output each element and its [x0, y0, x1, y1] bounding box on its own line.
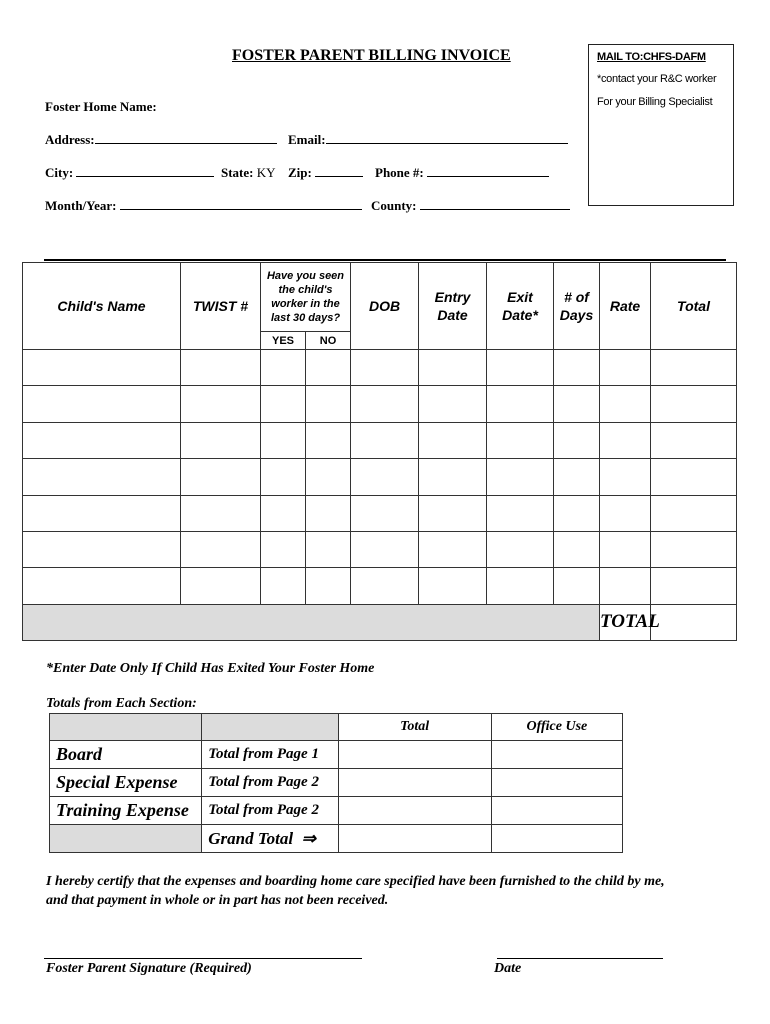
- summary-row-special-expense: [50, 769, 623, 797]
- summary-office-cell: [491, 769, 622, 797]
- summary-page: Total from Page 2: [202, 769, 338, 797]
- child-cell[interactable]: [306, 459, 351, 495]
- child-cell[interactable]: [306, 422, 351, 458]
- summary-label: Board: [50, 741, 202, 769]
- child-cell[interactable]: [261, 350, 306, 386]
- child-row: [23, 422, 737, 458]
- grand-total-cell[interactable]: [651, 604, 737, 640]
- child-cell[interactable]: [181, 422, 261, 458]
- child-cell[interactable]: [487, 422, 554, 458]
- email-field[interactable]: [288, 132, 568, 148]
- summary-label: Special Expense: [50, 769, 202, 797]
- child-cell[interactable]: [554, 350, 600, 386]
- month-year-field[interactable]: [45, 198, 362, 214]
- signature-label: Foster Parent Signature (Required): [46, 961, 252, 976]
- mail-to-line-1: *contact your R&C worker: [597, 73, 717, 85]
- child-cell[interactable]: [306, 386, 351, 422]
- form-title: FOSTER PARENT BILLING INVOICE: [232, 47, 511, 64]
- child-cell[interactable]: [651, 459, 737, 495]
- total-label: TOTAL: [600, 604, 651, 640]
- child-cell[interactable]: [306, 531, 351, 567]
- phone-line[interactable]: [427, 165, 549, 177]
- child-row: [23, 531, 737, 567]
- child-cell[interactable]: [651, 422, 737, 458]
- child-cell[interactable]: [419, 531, 487, 567]
- city-label: City:: [45, 165, 74, 180]
- child-cell[interactable]: [651, 386, 737, 422]
- child-cell[interactable]: [554, 495, 600, 531]
- child-cell[interactable]: [351, 350, 419, 386]
- summary-label: Training Expense: [50, 797, 202, 825]
- child-cell[interactable]: [419, 495, 487, 531]
- table-total-row: [23, 604, 737, 640]
- summary-total-cell[interactable]: [338, 769, 491, 797]
- child-cell[interactable]: [181, 568, 261, 604]
- col-total: Total: [651, 263, 737, 350]
- child-cell[interactable]: [600, 568, 651, 604]
- table-header-row: [23, 263, 737, 332]
- address-label: Address:: [45, 132, 95, 147]
- child-row: [23, 568, 737, 604]
- child-cell[interactable]: [23, 531, 181, 567]
- total-row-shade: [23, 604, 600, 640]
- child-cell[interactable]: [554, 422, 600, 458]
- phone-label: Phone #:: [375, 165, 424, 180]
- col-dob: DOB: [351, 263, 419, 350]
- child-cell[interactable]: [554, 386, 600, 422]
- child-cell[interactable]: [181, 495, 261, 531]
- summary-col-office: Office Use: [491, 714, 622, 741]
- child-cell[interactable]: [261, 495, 306, 531]
- summary-row-grand-total: [50, 825, 623, 853]
- child-cell[interactable]: [261, 459, 306, 495]
- child-cell[interactable]: [600, 350, 651, 386]
- summary-heading: Totals from Each Section:: [46, 696, 197, 711]
- child-billing-table: [22, 262, 737, 641]
- summary-office-cell: [491, 797, 622, 825]
- mail-to-heading: MAIL TO:CHFS-DAFM: [597, 51, 706, 63]
- child-row: [23, 495, 737, 531]
- child-cell[interactable]: [306, 495, 351, 531]
- child-cell[interactable]: [651, 531, 737, 567]
- arrow-right-icon: ⇒: [301, 828, 316, 848]
- child-cell[interactable]: [23, 459, 181, 495]
- child-cell[interactable]: [600, 495, 651, 531]
- child-cell[interactable]: [419, 568, 487, 604]
- child-cell[interactable]: [23, 422, 181, 458]
- child-cell[interactable]: [487, 531, 554, 567]
- child-cell[interactable]: [487, 350, 554, 386]
- mail-to-box: [588, 44, 734, 206]
- child-row: [23, 350, 737, 386]
- child-cell[interactable]: [419, 350, 487, 386]
- child-row: [23, 386, 737, 422]
- col-entry-date: Entry Date: [419, 263, 487, 350]
- child-cell[interactable]: [351, 459, 419, 495]
- county-line[interactable]: [420, 198, 570, 210]
- date-label: Date: [494, 961, 522, 976]
- child-cell[interactable]: [306, 350, 351, 386]
- state-field: [221, 165, 276, 181]
- child-cell[interactable]: [487, 495, 554, 531]
- foster-home-name-label: Foster Home Name:: [45, 99, 157, 114]
- summary-office-cell: [491, 741, 622, 769]
- child-cell[interactable]: [419, 386, 487, 422]
- exit-date-note: *Enter Date Only If Child Has Exited Your Foster Home: [46, 661, 375, 676]
- summary-table: [49, 713, 623, 853]
- phone-field[interactable]: [375, 165, 549, 181]
- summary-blank-3: [50, 825, 202, 853]
- col-child-name: Child's Name: [23, 263, 181, 350]
- child-cell[interactable]: [23, 350, 181, 386]
- summary-total-cell[interactable]: [338, 741, 491, 769]
- child-cell[interactable]: [261, 531, 306, 567]
- city-field[interactable]: [45, 165, 214, 181]
- child-row: [23, 459, 737, 495]
- child-cell[interactable]: [181, 531, 261, 567]
- header-divider: [44, 259, 726, 261]
- month-year-line[interactable]: [120, 198, 362, 210]
- mail-to-line-2: For your Billing Specialist: [597, 96, 713, 108]
- signature-line[interactable]: [44, 958, 362, 959]
- zip-field[interactable]: [288, 165, 363, 181]
- email-label: Email:: [288, 132, 326, 147]
- child-cell[interactable]: [419, 422, 487, 458]
- child-cell[interactable]: [487, 568, 554, 604]
- child-cell[interactable]: [554, 531, 600, 567]
- child-cell[interactable]: [554, 568, 600, 604]
- city-line[interactable]: [76, 165, 214, 177]
- child-cell[interactable]: [600, 459, 651, 495]
- child-cell[interactable]: [651, 495, 737, 531]
- child-cell[interactable]: [261, 422, 306, 458]
- child-cell[interactable]: [600, 386, 651, 422]
- col-twist: TWIST #: [181, 263, 261, 350]
- child-cell[interactable]: [600, 531, 651, 567]
- child-cell[interactable]: [651, 568, 737, 604]
- grand-total-office-cell: [491, 825, 622, 853]
- summary-page: Total from Page 2: [202, 797, 338, 825]
- email-line[interactable]: [326, 132, 568, 144]
- child-cell[interactable]: [487, 386, 554, 422]
- zip-label: Zip:: [288, 165, 312, 180]
- grand-total-value-cell[interactable]: [338, 825, 491, 853]
- col-exit-date: Exit Date*: [487, 263, 554, 350]
- date-line[interactable]: [497, 958, 663, 959]
- child-cell[interactable]: [487, 459, 554, 495]
- summary-row-board: [50, 741, 623, 769]
- child-cell[interactable]: [351, 568, 419, 604]
- col-no: NO: [306, 332, 351, 350]
- col-rate: Rate: [600, 263, 651, 350]
- child-cell[interactable]: [600, 422, 651, 458]
- col-days: # of Days: [554, 263, 600, 350]
- child-cell[interactable]: [181, 459, 261, 495]
- address-line[interactable]: [95, 132, 277, 144]
- address-field[interactable]: [45, 132, 277, 148]
- month-year-label: Month/Year:: [45, 198, 117, 213]
- col-yes: YES: [261, 332, 306, 350]
- col-seen-worker: Have you seen the child's worker in the last 30 days?: [261, 263, 351, 332]
- child-cell[interactable]: [261, 568, 306, 604]
- summary-col-total: Total: [338, 714, 491, 741]
- child-cell[interactable]: [419, 459, 487, 495]
- child-cell[interactable]: [351, 495, 419, 531]
- child-cell[interactable]: [23, 568, 181, 604]
- child-cell[interactable]: [306, 568, 351, 604]
- child-cell[interactable]: [181, 386, 261, 422]
- county-field[interactable]: [371, 198, 570, 214]
- summary-row-training-expense: [50, 797, 623, 825]
- summary-page: Total from Page 1: [202, 741, 338, 769]
- child-cell[interactable]: [351, 422, 419, 458]
- county-label: County:: [371, 198, 417, 213]
- summary-total-cell[interactable]: [338, 797, 491, 825]
- certification-text: I hereby certify that the expenses and boarding home care specified have been furnished to the child by me, and that payment in whole or in part has not been received.: [46, 874, 665, 908]
- state-label: State:: [221, 165, 254, 180]
- child-cell[interactable]: [554, 459, 600, 495]
- grand-total-label: Grand Total ⇒: [202, 825, 338, 853]
- child-cell[interactable]: [23, 386, 181, 422]
- child-cell[interactable]: [261, 386, 306, 422]
- child-cell[interactable]: [651, 350, 737, 386]
- summary-blank-2: [202, 714, 338, 741]
- child-cell[interactable]: [351, 386, 419, 422]
- zip-line[interactable]: [315, 165, 363, 177]
- summary-blank-1: [50, 714, 202, 741]
- state-value: KY: [256, 165, 276, 180]
- child-cell[interactable]: [23, 495, 181, 531]
- child-cell[interactable]: [351, 531, 419, 567]
- child-cell[interactable]: [181, 350, 261, 386]
